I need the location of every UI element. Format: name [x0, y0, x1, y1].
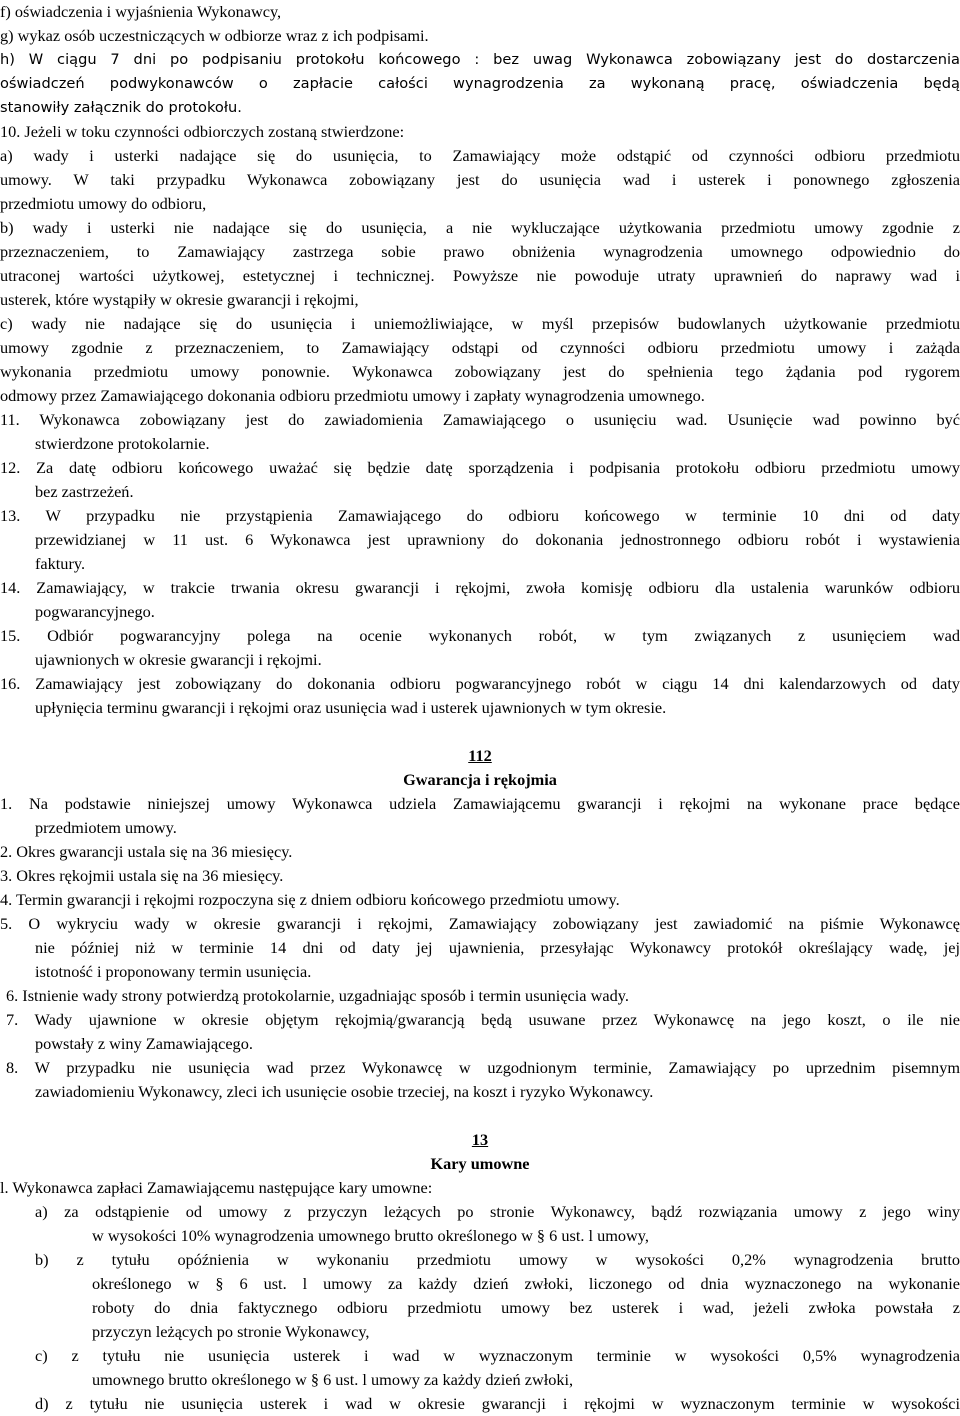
paragraph-10-c-line2: umowy zgodnie z przeznaczeniem, to Zamawiający odstąpi od czynności odbioru przedmiotu umowy i zażąda	[0, 338, 960, 357]
paragraph-10-a-line2: umowy. W taki przypadku Wykonawca zobowiązany jest do usunięcia wad i usterek i ponownego zgłoszenia	[0, 170, 960, 189]
paragraph-10-heading: 10. Jeżeli w toku czynności odbiorczych zostaną stwierdzone:	[0, 122, 405, 141]
penalty-a-line1: a) za odstąpienie od umowy z przyczyn leżących po stronie Wykonawcy, bądź rozwiązania umowy z jego winy	[35, 1202, 960, 1221]
paragraph-12-line2: bez zastrzeżeń.	[35, 482, 134, 501]
paragraph-15-line1: 15. Odbiór pogwarancyjny polega na ocenie wykonanych robót, w tym związanych z usunięciem wad	[0, 626, 960, 645]
guarantee-item-2: 2. Okres gwarancji ustala się na 36 miesięcy.	[0, 842, 293, 861]
section-13-title: Kary umowne	[430, 1154, 530, 1173]
paragraph-10-c-line3: wykonania przedmiotu umowy ponownie. Wykonawca zobowiązany jest do spełnienia tego żądania pod rygorem	[0, 362, 960, 381]
paragraph-10-a-line1: a) wady i usterki nadające się do usunięcia, to Zamawiający może odstąpić od czynności odbioru przedmiotu	[0, 146, 960, 165]
paragraph-10-b-line1: b) wady i usterki nie nadające się do usunięcia, a nie wykluczające użytkowania przedmiotu umowy zgodnie z	[0, 218, 960, 237]
paragraph-13-line1: 13. W przypadku nie przystąpienia Zamawiającego do odbioru końcowego w terminie 10 dni od daty	[0, 506, 960, 525]
guarantee-item-1-line1: 1. Na podstawie niniejszej umowy Wykonawca udziela Zamawiającemu gwarancji i rękojmi na wykonane prace będące	[0, 794, 960, 813]
penalties-item-1: l. Wykonawca zapłaci Zamawiającemu następujące kary umowne:	[0, 1178, 433, 1197]
paragraph-10-c-line1: c) wady nie nadające się do usunięcia i uniemożliwiające, w myśl przepisów budowlanych użytkowanie przedmiotu	[0, 314, 960, 333]
paragraph-10-a-line3: przedmiotu umowy do odbioru,	[0, 194, 207, 213]
paragraph-14-line2: pogwarancyjnego.	[35, 602, 155, 621]
item-h-line1: h) W ciągu 7 dni po podpisaniu protokołu końcowego : bez uwag Wykonawca zobowiązany jest do dostarczenia	[0, 51, 960, 68]
guarantee-item-5-line1: 5. O wykryciu wady w okresie gwarancji i rękojmi, Zamawiający zobowiązany jest zawiadomić na piśmie Wykonawcę	[0, 914, 960, 933]
penalty-b-line4: przyczyn leżących po stronie Wykonawcy,	[92, 1322, 370, 1341]
section-12-title: Gwarancja i rękojmia	[403, 770, 557, 789]
guarantee-item-6: 6. Istnienie wady strony potwierdzą protokolarnie, uzgadniając sposób i termin usunięcia wady.	[6, 986, 629, 1005]
guarantee-item-4: 4. Termin gwarancji i rękojmi rozpoczyna się z dniem odbioru końcowego przedmiotu umowy.	[0, 890, 620, 909]
penalty-c-line2: umownego brutto określonego w § 6 ust. l umowy za każdy dzień zwłoki,	[92, 1370, 574, 1389]
paragraph-10-b-line3: utraconej wartości użytkowej, estetycznej i technicznej. Powyższe nie powoduje utraty uprawnień do naprawy wad i	[0, 266, 960, 285]
paragraph-14-line1: 14. Zamawiający, w trakcie trwania okresu gwarancji i rękojmi, zwoła komisję odbioru dla ustalenia warunków odbioru	[0, 578, 960, 597]
penalty-b-line2: określonego w § 6 ust. l umowy za każdy dzień zwłoki, liczonego od dnia wyznaczonego na wykonanie	[92, 1274, 960, 1293]
paragraph-12-line1: 12. Za datę odbioru końcowego uważać się będzie datę sporządzenia i podpisania protokołu odbioru przedmiotu umowy	[0, 458, 960, 477]
penalty-c-line1: c) z tytułu nie usunięcia usterek i wad w wyznaczonym terminie w wysokości 0,5% wynagrodzenia	[35, 1346, 960, 1365]
guarantee-item-8-line1: 8. W przypadku nie usunięcia wad przez Wykonawcę w uzgodnionym terminie, Zamawiający po uprzednim pisemnym	[6, 1058, 960, 1077]
paragraph-16-line2: upłynięcia terminu gwarancji i rękojmi oraz usunięcia wad i usterek ujawnionych w tym okresie.	[35, 698, 667, 717]
paragraph-13-line3: faktury.	[35, 554, 86, 573]
paragraph-11-line1: 11. Wykonawca zobowiązany jest do zawiadomienia Zamawiającego o usunięciu wad. Usunięcie wad powinno być	[0, 410, 960, 429]
section-13-number: 13	[471, 1130, 489, 1149]
paragraph-10-b-line4: usterek, które wystąpiły w okresie gwarancji i rękojmi,	[0, 290, 359, 309]
paragraph-11-line2: stwierdzone protokolarnie.	[35, 434, 210, 453]
penalty-d-line1: d) z tytułu nie usunięcia usterek i wad w okresie gwarancji i rękojmi w wyznaczonym terminie w wysokości	[35, 1394, 960, 1413]
section-12-number: 112	[468, 746, 492, 765]
paragraph-10-c-line4: odmowy przez Zamawiającego dokonania odbioru przedmiotu umowy i zapłaty wynagrodzenia umownego.	[0, 386, 705, 405]
penalty-a-line2: w wysokości 10% wynagrodzenia umownego brutto określonego w § 6 ust. l umowy,	[92, 1226, 649, 1245]
item-h-line3: stanowiły załącznik do protokołu.	[0, 99, 242, 116]
paragraph-13-line2: przewidzianej w 11 ust. 6 Wykonawca jest uprawniony do dokonania jednostronnego odbioru robót i wystawienia	[35, 530, 960, 549]
paragraph-10-b-line2: przeznaczeniem, to Zamawiający zastrzega sobie prawo obniżenia wynagrodzenia umownego odpowiednio do	[0, 242, 960, 261]
paragraph-15-line2: ujawnionych w okresie gwarancji i rękojmi.	[35, 650, 322, 669]
item-h-line2: oświadczeń podwykonawców o zapłacie całości wynagrodzenia za wykonaną pracę, oświadczenia będą	[0, 75, 960, 92]
guarantee-item-7-line2: powstały z winy Zamawiającego.	[35, 1034, 253, 1053]
item-f: f) oświadczenia i wyjaśnienia Wykonawcy,	[0, 2, 282, 21]
guarantee-item-7-line1: 7. Wady ujawnione w okresie objętym rękojmią/gwarancją będą usuwane przez Wykonawcę na jego koszt, o ile nie	[6, 1010, 960, 1029]
guarantee-item-1-line2: przedmiotem umowy.	[35, 818, 177, 837]
paragraph-16-line1: 16. Zamawiający jest zobowiązany do dokonania odbioru pogwarancyjnego robót w ciągu 14 dni kalendarzowych od daty	[0, 674, 960, 693]
guarantee-item-8-line2: zawiadomieniu Wykonawcy, zleci ich usunięcie osobie trzeciej, na koszt i ryzyko Wykonawcy.	[35, 1082, 654, 1101]
guarantee-item-3: 3. Okres rękojmii ustala się na 36 miesięcy.	[0, 866, 284, 885]
guarantee-item-5-line2: nie później niż w terminie 14 dni od daty jej ujawnienia, przesyłając Wykonawcy protokół określający wadę, jej	[35, 938, 960, 957]
item-g: g) wykaz osób uczestniczących w odbiorze wraz z ich podpisami.	[0, 26, 429, 45]
penalty-b-line1: b) z tytułu opóźnienia w wykonaniu przedmiotu umowy w wysokości 0,2% wynagrodzenia brutto	[35, 1250, 960, 1269]
penalty-b-line3: roboty do dnia faktycznego odbioru przedmiotu umowy bez usterek i wad, jeżeli zwłoka powstała z	[92, 1298, 960, 1317]
guarantee-item-5-line3: istotność i proponowany termin usunięcia.	[35, 962, 312, 981]
